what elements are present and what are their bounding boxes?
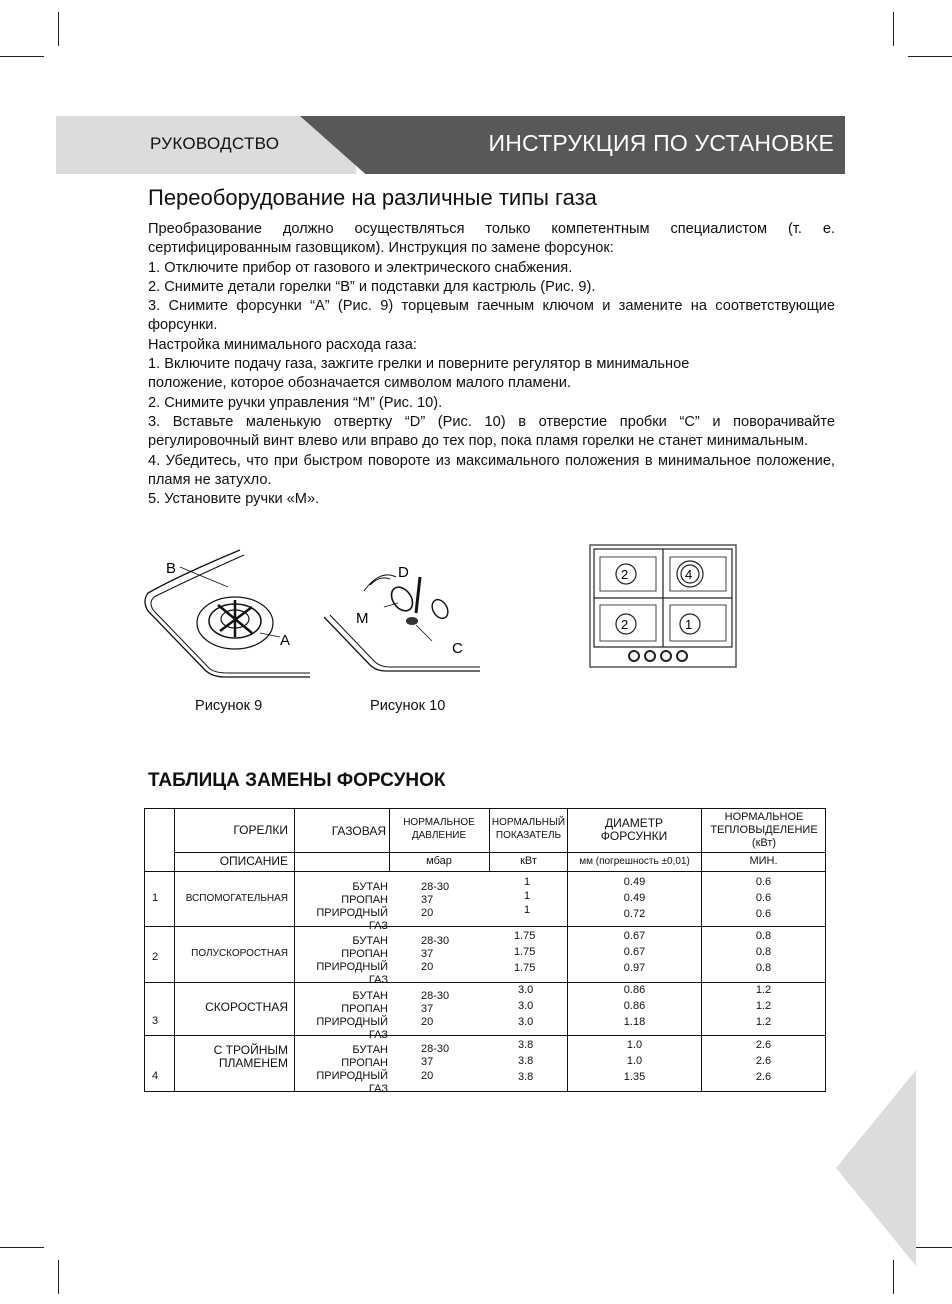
subheader-heat-unit: МИН. xyxy=(749,855,778,867)
gas-type: ПРОПАН xyxy=(341,948,388,960)
header-diameter: ДИАМЕТР ФОРСУНКИ xyxy=(600,816,668,843)
heat-value: 0.6 xyxy=(755,892,772,904)
subheader-description: ОПИСАНИЕ xyxy=(219,854,288,868)
hob-burner-label: 1 xyxy=(685,617,693,632)
subheader-indicator-unit: кВт xyxy=(520,855,537,867)
hob-burner-label: 2 xyxy=(621,567,629,582)
burner-name: ВСПОМОГАТЕЛЬНАЯ xyxy=(185,893,288,904)
crop-mark xyxy=(58,1260,59,1294)
table-title: ТАБЛИЦА ЗАМЕНЫ ФОРСУНОК xyxy=(148,770,446,791)
diameter-value: 0.67 xyxy=(623,946,646,958)
injector-table xyxy=(144,808,826,1095)
hob-knob xyxy=(629,651,639,661)
gas-type: ПРОПАН xyxy=(341,894,388,906)
heat-value: 0.6 xyxy=(755,876,772,888)
gas-type: БУТАН xyxy=(352,990,388,1002)
header-right-label: ИНСТРУКЦИЯ ПО УСТАНОВКЕ xyxy=(488,130,834,156)
indicator-value: 3.0 xyxy=(518,1016,534,1028)
label-c: C xyxy=(452,640,463,657)
hob-top-view xyxy=(588,543,738,669)
figure-9-caption: Рисунок 9 xyxy=(195,698,263,714)
hob-knob xyxy=(677,651,687,661)
table-border xyxy=(144,982,826,983)
indicator-value: 1.75 xyxy=(514,962,536,974)
pressure-value: 28-30 xyxy=(421,881,450,893)
pressure-value: 20 xyxy=(421,907,434,919)
diameter-value: 1.35 xyxy=(623,1071,646,1083)
heat-value: 2.6 xyxy=(755,1055,772,1067)
figure-10-illustration xyxy=(320,555,480,685)
header-gas: ГАЗОВАЯ xyxy=(331,824,386,838)
table-border xyxy=(825,808,826,1092)
header-burners: ГОРЕЛКИ xyxy=(233,823,288,837)
paragraph: Преобразование должно осуществляться только компетентным специалистом (т. е. сертифицированным газовщиком). Инструкция по замене форсунок: xyxy=(148,221,835,257)
header-left-label: РУКОВОДСТВО xyxy=(150,134,280,153)
table-border xyxy=(174,852,826,853)
pressure-value: 20 xyxy=(421,1070,434,1082)
label-a: A xyxy=(280,632,291,649)
gas-type: БУТАН xyxy=(352,1044,388,1056)
knob-removed xyxy=(429,597,451,621)
table-border xyxy=(294,808,295,1092)
heat-value: 2.6 xyxy=(755,1039,772,1051)
table-border xyxy=(144,926,826,927)
indicator-value: 1 xyxy=(524,904,531,916)
indicator-value: 1 xyxy=(524,890,531,902)
heat-value: 1.2 xyxy=(755,984,772,996)
diameter-value: 1.0 xyxy=(626,1055,643,1067)
table-border xyxy=(174,808,175,1092)
pressure-value: 20 xyxy=(421,1016,434,1028)
paragraph: 3. Вставьте маленькую отвертку “D” (Рис. 10) в отверстие пробки “С” и поворачивайте регулировочный винт влево или вправо до тех пор, пока пламя горелки не станет минимальным. xyxy=(148,413,835,450)
gas-type: БУТАН xyxy=(352,935,388,947)
diameter-value: 1.0 xyxy=(626,1039,643,1051)
table-border xyxy=(144,1035,826,1036)
control-knob xyxy=(387,583,417,615)
gas-type: ПРИРОДНЫЙ ГАЗ xyxy=(316,1070,388,1095)
heat-value: 0.6 xyxy=(755,908,772,920)
row-number: 2 xyxy=(152,951,159,963)
table-border xyxy=(144,871,826,872)
figure-10-caption: Рисунок 10 xyxy=(370,698,446,714)
pressure-value: 28-30 xyxy=(421,1043,450,1055)
header-indicator: НОРМАЛЬНЫЙ ПОКАЗАТЕЛЬ xyxy=(491,817,566,841)
crop-mark xyxy=(908,56,952,57)
pressure-value: 37 xyxy=(421,1003,434,1015)
heat-value: 1.2 xyxy=(755,1016,772,1028)
crop-mark xyxy=(0,56,44,57)
heat-value: 0.8 xyxy=(755,930,772,942)
burner-name: СКОРОСТНАЯ xyxy=(205,1000,288,1014)
hob-knob xyxy=(645,651,655,661)
paragraph: 4. Убедитесь, что при быстром повороте из максимального положения в минимальное положение, пламя не затухло. xyxy=(148,452,835,488)
gas-type: ПРИРОДНЫЙ ГАЗ xyxy=(316,907,388,932)
header-pressure: НОРМАЛЬНОЕ ДАВЛЕНИЕ xyxy=(403,817,475,841)
paragraph: Настройка минимального расхода газа: xyxy=(148,336,417,353)
diameter-value: 0.86 xyxy=(623,1000,646,1012)
subheader-pressure-unit: мбар xyxy=(426,855,452,867)
label-d: D xyxy=(398,564,409,581)
pressure-value: 20 xyxy=(421,961,434,973)
gas-type: БУТАН xyxy=(352,881,388,893)
paragraph: 5. Установите ручки «М». xyxy=(148,491,320,508)
pressure-value: 28-30 xyxy=(421,990,450,1002)
instructions xyxy=(148,220,835,509)
diameter-value: 1.18 xyxy=(623,1016,646,1028)
diameter-value: 0.49 xyxy=(623,876,646,888)
heat-value: 1.2 xyxy=(755,1000,772,1012)
heat-value: 2.6 xyxy=(755,1071,772,1083)
diameter-value: 0.86 xyxy=(623,984,646,996)
diameter-value: 0.49 xyxy=(623,892,646,904)
indicator-value: 3.8 xyxy=(518,1039,534,1051)
heat-value: 0.8 xyxy=(755,946,772,958)
gas-type: ПРОПАН xyxy=(341,1003,388,1015)
row-number: 3 xyxy=(152,1015,159,1027)
indicator-value: 1 xyxy=(524,876,531,888)
crop-mark xyxy=(893,12,894,46)
row-number: 4 xyxy=(152,1070,159,1082)
row-number: 1 xyxy=(152,892,159,904)
indicator-value: 1.75 xyxy=(514,930,536,942)
crop-mark xyxy=(58,12,59,46)
diameter-value: 0.72 xyxy=(623,908,646,920)
table-border xyxy=(144,808,145,1092)
pressure-value: 37 xyxy=(421,948,434,960)
indicator-value: 3.0 xyxy=(518,984,534,996)
paragraph: 2. Снимите ручки управления “М” (Рис. 10). xyxy=(148,394,443,411)
crop-mark xyxy=(893,1260,894,1294)
paragraph: 2. Снимите детали горелки “В” и подставки для кастрюль (Рис. 9). xyxy=(148,278,596,295)
label-b: B xyxy=(166,560,177,577)
hob-knob xyxy=(661,651,671,661)
figure-9-illustration xyxy=(140,545,310,685)
paragraph: 1. Включите подачу газа, зажгите грелки и поверните регулятор в минимальное положение, которое обозначается символом малого пламени. xyxy=(148,356,690,392)
hob-burner-label: 4 xyxy=(685,567,693,582)
hob-burner-label: 2 xyxy=(621,617,629,632)
indicator-value: 3.0 xyxy=(518,1000,534,1012)
label-m: M xyxy=(356,610,369,627)
page-corner-decoration xyxy=(836,1070,916,1266)
paragraph: 1. Отключите прибор от газового и электрического снабжения. xyxy=(148,259,573,276)
header-heat: НОРМАЛЬНОЕ ТЕПЛОВЫДЕЛЕНИЕ (кВт) xyxy=(710,811,818,849)
burner-name: ПОЛУСКОРОСТНАЯ xyxy=(191,948,288,959)
gas-type: ПРИРОДНЫЙ ГАЗ xyxy=(316,961,388,986)
table-border xyxy=(389,808,390,871)
diameter-value: 0.97 xyxy=(623,962,646,974)
crop-mark xyxy=(0,1247,44,1248)
subheader-diameter-unit: мм (погрешность ±0,01) xyxy=(579,856,690,867)
section-title: Переоборудование на различные типы газа xyxy=(148,185,597,210)
heat-value: 0.8 xyxy=(755,962,772,974)
paragraph: 3. Снимите форсунки “А” (Рис. 9) торцевым гаечным ключом и замените на соответствующие форсунки. xyxy=(148,298,835,334)
indicator-value: 1.75 xyxy=(514,946,536,958)
pressure-value: 28-30 xyxy=(421,935,450,947)
indicator-value: 3.8 xyxy=(518,1055,534,1067)
gas-type: ПРОПАН xyxy=(341,1057,388,1069)
gas-type: ПРИРОДНЫЙ ГАЗ xyxy=(316,1016,388,1041)
diameter-value: 0.67 xyxy=(623,930,646,942)
indicator-value: 3.8 xyxy=(518,1071,534,1083)
burner-name: С ТРОЙНЫМ ПЛАМЕНЕМ xyxy=(213,1043,288,1070)
table-border xyxy=(144,1091,826,1092)
table-border xyxy=(144,808,826,809)
pressure-value: 37 xyxy=(421,1056,434,1068)
pressure-value: 37 xyxy=(421,894,434,906)
